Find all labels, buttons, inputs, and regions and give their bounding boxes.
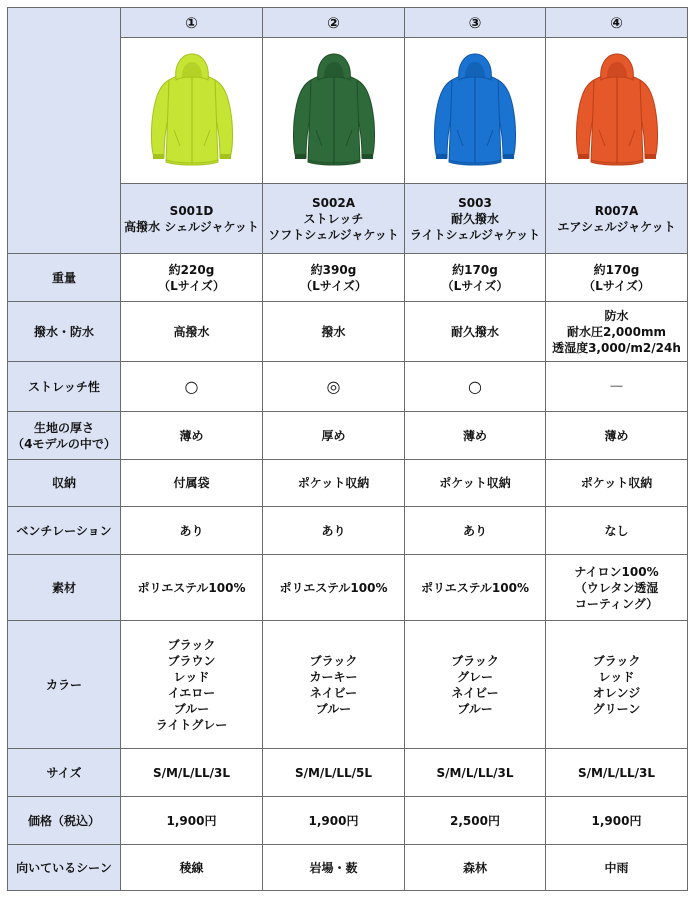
weight-value: 約390g xyxy=(310,262,357,277)
row-label-line: 生地の厚さ xyxy=(33,420,94,435)
price-row xyxy=(8,797,688,845)
weight-note: （Lサイズ） xyxy=(441,278,509,293)
product-code: S002A xyxy=(312,195,355,210)
jacket-right-cuff xyxy=(362,154,373,159)
thickness-row xyxy=(8,412,688,460)
row-label-sizes: サイズ xyxy=(8,749,121,797)
jacket-right-cuff xyxy=(503,154,514,159)
corner-cell xyxy=(8,8,121,254)
price-cell-4: 1,900円 xyxy=(546,797,688,845)
hooded-jacket-icon xyxy=(425,50,525,172)
jacket-left-cuff xyxy=(153,154,164,159)
hooded-jacket-icon xyxy=(284,50,384,172)
product-name-line: エアシェルジャケット xyxy=(557,219,676,234)
hooded-jacket-icon xyxy=(142,50,242,172)
water-cell-4 xyxy=(546,302,688,362)
sizes-cell-3: S/M/L/LL/3L xyxy=(405,749,546,797)
price-cell-1: 1,900円 xyxy=(121,797,263,845)
weight-value: 約220g xyxy=(168,262,215,277)
row-label-material: 素材 xyxy=(8,555,121,621)
scene-cell-1: 稜線 xyxy=(121,845,263,891)
weight-cell-3 xyxy=(405,254,546,302)
product-number-1: ① xyxy=(121,8,263,38)
product-name-line: ライトシェルジャケット xyxy=(409,227,541,242)
thickness-cell-1: 薄め xyxy=(121,412,263,460)
weight-value: 約170g xyxy=(593,262,640,277)
row-label-price: 価格（税込） xyxy=(8,797,121,845)
product-image-cell-1 xyxy=(121,38,263,184)
product-name-line: ソフトシェルジャケット xyxy=(268,227,399,242)
product-number-3: ③ xyxy=(405,8,546,38)
product-code: S001D xyxy=(169,203,214,218)
row-label-ventilation: ベンチレーション xyxy=(8,507,121,555)
thickness-cell-4: 薄め xyxy=(546,412,688,460)
row-label-scene: 向いているシーン xyxy=(8,845,121,891)
row-label-line: （4モデルの中で） xyxy=(12,436,116,451)
color-option: ブルー xyxy=(173,701,210,716)
material-line: コーティング） xyxy=(574,596,659,611)
color-option: ネイビー xyxy=(451,685,499,700)
product-name-line: 耐久撥水 xyxy=(450,211,499,226)
jacket-right-cuff xyxy=(220,154,231,159)
water-line: 防水 xyxy=(604,308,629,323)
colors-cell-4 xyxy=(546,621,688,749)
row-label-stretch: ストレッチ性 xyxy=(8,362,121,412)
material-line: ナイロン100% xyxy=(574,564,659,579)
price-cell-2: 1,900円 xyxy=(263,797,405,845)
scene-cell-4: 中雨 xyxy=(546,845,688,891)
color-option: イエロー xyxy=(167,685,216,700)
weight-note: （Lサイズ） xyxy=(583,278,650,293)
product-name-line: ストレッチ xyxy=(303,211,364,226)
jacket-left-cuff xyxy=(578,154,589,159)
weight-cell-2 xyxy=(263,254,405,302)
material-cell-4 xyxy=(546,555,688,621)
ventilation-cell-2: あり xyxy=(263,507,405,555)
product-name: 高撥水 シェルジャケット xyxy=(124,219,259,234)
color-option: ブラック xyxy=(592,653,641,668)
product-name-cell-4 xyxy=(546,184,688,254)
water-line: 透湿度3,000/m2/24h xyxy=(552,340,681,355)
water-cell-2: 撥水 xyxy=(263,302,405,362)
weight-note: （Lサイズ） xyxy=(300,278,367,293)
storage-cell-4: ポケット収納 xyxy=(546,460,688,507)
color-option: カーキー xyxy=(309,669,358,684)
colors-cell-1 xyxy=(121,621,263,749)
water-cell-1: 高撥水 xyxy=(121,302,263,362)
storage-row xyxy=(8,460,688,507)
number-row xyxy=(8,8,688,38)
ventilation-cell-3: あり xyxy=(405,507,546,555)
color-option: ライトグレー xyxy=(155,717,228,732)
color-option: レッド xyxy=(598,669,635,684)
scene-cell-2: 岩場・薮 xyxy=(263,845,405,891)
hooded-jacket-icon xyxy=(567,50,667,172)
water-cell-3: 耐久撥水 xyxy=(405,302,546,362)
product-code: S003 xyxy=(458,195,492,210)
water-line: 耐水圧2,000mm xyxy=(567,324,666,339)
sizes-row xyxy=(8,749,688,797)
weight-note: （Lサイズ） xyxy=(158,278,225,293)
jacket-right-cuff xyxy=(645,154,656,159)
material-cell-3: ポリエステル100% xyxy=(405,555,546,621)
sizes-cell-2: S/M/L/LL/5L xyxy=(263,749,405,797)
material-line: （ウレタン透湿 xyxy=(574,580,659,595)
jacket-comparison-table xyxy=(7,7,688,891)
jacket-left-cuff xyxy=(295,154,306,159)
color-option: ブラウン xyxy=(167,653,216,668)
stretch-cell-2: ◎ xyxy=(263,362,405,412)
product-name-cell-1 xyxy=(121,184,263,254)
storage-cell-3: ポケット収納 xyxy=(405,460,546,507)
thickness-cell-2: 厚め xyxy=(263,412,405,460)
colors-row xyxy=(8,621,688,749)
weight-cell-1 xyxy=(121,254,263,302)
price-cell-3: 2,500円 xyxy=(405,797,546,845)
color-option: グレー xyxy=(456,669,493,684)
product-name-cell-3 xyxy=(405,184,546,254)
color-option: ブラック xyxy=(167,637,216,652)
sizes-cell-1: S/M/L/LL/3L xyxy=(121,749,263,797)
product-image-cell-3 xyxy=(405,38,546,184)
weight-value: 約170g xyxy=(452,262,498,277)
product-image-cell-2 xyxy=(263,38,405,184)
row-label-thickness xyxy=(8,412,121,460)
scene-row xyxy=(8,845,688,891)
ventilation-row xyxy=(8,507,688,555)
color-option: ブラック xyxy=(309,653,358,668)
material-row xyxy=(8,555,688,621)
storage-cell-1: 付属袋 xyxy=(121,460,263,507)
scene-cell-3: 森林 xyxy=(405,845,546,891)
color-option: ブルー xyxy=(315,701,352,716)
comparison-table-wrapper xyxy=(7,7,688,891)
product-image-cell-4 xyxy=(546,38,688,184)
stretch-cell-3: ○ xyxy=(405,362,546,412)
color-option: レッド xyxy=(173,669,210,684)
jacket-left-cuff xyxy=(436,154,447,159)
stretch-cell-1: ○ xyxy=(121,362,263,412)
product-number-4: ④ xyxy=(546,8,688,38)
row-label-weight: 重量 xyxy=(8,254,121,302)
color-option: ブラック xyxy=(451,653,499,668)
material-cell-2: ポリエステル100% xyxy=(263,555,405,621)
color-option: ネイビー xyxy=(309,685,358,700)
color-option: ブルー xyxy=(457,701,493,716)
storage-cell-2: ポケット収納 xyxy=(263,460,405,507)
colors-cell-3 xyxy=(405,621,546,749)
row-label-colors: カラー xyxy=(8,621,121,749)
ventilation-cell-1: あり xyxy=(121,507,263,555)
row-label-storage: 収納 xyxy=(8,460,121,507)
color-option: グリーン xyxy=(592,701,641,716)
product-number-2: ② xyxy=(263,8,405,38)
sizes-cell-4: S/M/L/LL/3L xyxy=(546,749,688,797)
weight-cell-4 xyxy=(546,254,688,302)
colors-cell-2 xyxy=(263,621,405,749)
product-code: R007A xyxy=(594,203,639,218)
thickness-cell-3: 薄め xyxy=(405,412,546,460)
stretch-cell-4: － xyxy=(546,362,688,412)
ventilation-cell-4: なし xyxy=(546,507,688,555)
weight-row xyxy=(8,254,688,302)
water-row xyxy=(8,302,688,362)
color-option: オレンジ xyxy=(592,685,641,700)
row-label-water: 撥水・防水 xyxy=(8,302,121,362)
material-cell-1: ポリエステル100% xyxy=(121,555,263,621)
product-name-cell-2 xyxy=(263,184,405,254)
stretch-row xyxy=(8,362,688,412)
